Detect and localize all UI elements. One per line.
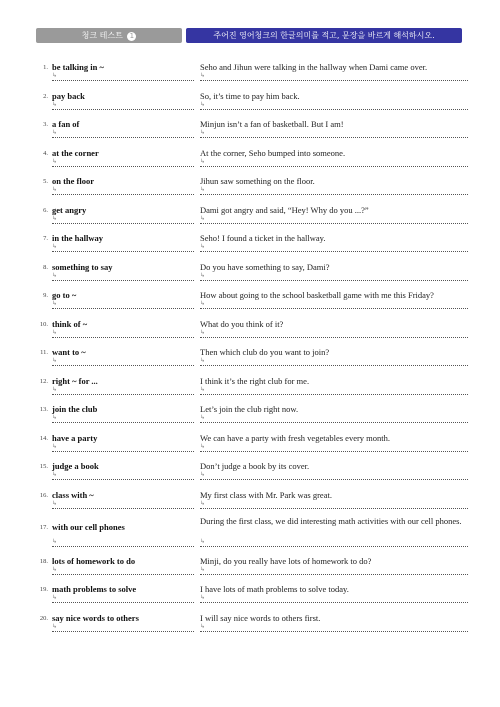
example-sentence: Don’t judge a book by its cover.	[200, 461, 310, 471]
translation-answer-marker: ↳	[200, 472, 206, 478]
question-number: 19.	[39, 586, 48, 593]
instruction-banner: 주어진 영어청크의 한글의미를 적고, 문장을 바르게 해석하시오.	[186, 28, 462, 43]
example-sentence: Do you have something to say, Dami?	[200, 261, 330, 272]
translation-answer-marker: ↳	[200, 215, 206, 222]
meaning-answer-line[interactable]	[52, 308, 194, 309]
question-row	[0, 201, 500, 228]
chunk-phrase: with our cell phones	[52, 522, 125, 532]
translation-answer-line[interactable]	[200, 251, 468, 252]
question-row	[0, 229, 500, 256]
translation-answer-marker: ↳	[200, 130, 206, 136]
question-row	[0, 87, 500, 114]
example-sentence: Jihun saw something on the floor.	[200, 176, 315, 186]
question-row	[0, 486, 500, 513]
translation-answer-line[interactable]	[200, 574, 468, 575]
meaning-answer-line[interactable]	[52, 574, 194, 575]
question-number: 9.	[43, 292, 48, 299]
translation-answer-line[interactable]	[200, 451, 468, 452]
example-sentence: My first class with Mr. Park was great.	[200, 489, 332, 500]
translation-answer-line[interactable]	[200, 422, 468, 423]
question-row	[0, 400, 500, 427]
meaning-answer-marker: ↳	[52, 158, 58, 165]
translation-answer-line[interactable]	[200, 109, 468, 110]
question-number: 3.	[43, 121, 48, 128]
meaning-answer-line[interactable]	[52, 546, 194, 547]
meaning-answer-marker: ↳	[52, 443, 58, 450]
meaning-answer-marker: ↳	[52, 566, 58, 573]
meaning-answer-line[interactable]	[52, 631, 194, 632]
question-row	[0, 144, 500, 171]
question-number: 17.	[39, 524, 48, 531]
translation-answer-marker: ↳	[200, 329, 206, 336]
example-sentence: How about going to the school basketball game with me this Friday?	[200, 290, 434, 300]
question-number: 14.	[39, 434, 48, 442]
example-sentence: During the first class, we did interesting math activities with our cell phones.	[200, 516, 462, 526]
meaning-answer-marker: ↳	[52, 272, 58, 279]
question-number: 11.	[40, 349, 48, 356]
meaning-answer-line[interactable]	[52, 280, 194, 281]
meaning-answer-line[interactable]	[52, 166, 194, 167]
meaning-answer-marker: ↳	[52, 595, 58, 601]
translation-answer-marker: ↳	[200, 443, 206, 450]
example-sentence: Seho and Jihun were talking in the hallway when Dami came over.	[200, 62, 428, 72]
example-sentence: I will say nice words to others first.	[200, 612, 321, 623]
translation-answer-line[interactable]	[200, 308, 468, 309]
question-number: 4.	[43, 149, 48, 157]
meaning-answer-line[interactable]	[52, 451, 194, 452]
question-number: 10.	[39, 320, 48, 328]
question-number: 20.	[39, 614, 48, 622]
question-row	[0, 609, 500, 636]
chunk-phrase: lots of homework to do	[52, 555, 136, 566]
example-sentence: At the corner, Seho bumped into someone.	[200, 147, 346, 158]
chunk-phrase: in the hallway	[52, 233, 104, 243]
question-number: 12.	[39, 377, 48, 385]
question-row	[0, 58, 500, 85]
question-row	[0, 172, 500, 199]
chunk-phrase: at the corner	[52, 147, 99, 158]
translation-answer-marker: ↳	[200, 301, 206, 307]
meaning-answer-line[interactable]	[52, 422, 194, 423]
meaning-answer-marker: ↳	[52, 386, 58, 393]
example-sentence: I have lots of math problems to solve today.	[200, 584, 349, 594]
question-row	[0, 514, 500, 550]
chunk-phrase: right ~ for ...	[52, 375, 98, 386]
translation-answer-line[interactable]	[200, 166, 468, 167]
translation-answer-line[interactable]	[200, 479, 468, 480]
meaning-answer-marker: ↳	[52, 358, 58, 364]
example-sentence: What do you think of it?	[200, 318, 284, 329]
translation-answer-marker: ↳	[200, 566, 206, 573]
translation-answer-line[interactable]	[200, 337, 468, 338]
translation-answer-marker: ↳	[200, 386, 206, 393]
example-sentence: Seho! I found a ticket in the hallway.	[200, 233, 326, 243]
meaning-answer-marker: ↳	[52, 329, 58, 336]
meaning-answer-marker: ↳	[52, 415, 58, 421]
translation-answer-marker: ↳	[200, 244, 206, 250]
question-row	[0, 315, 500, 342]
meaning-answer-marker: ↳	[52, 187, 58, 193]
translation-answer-line[interactable]	[200, 602, 468, 603]
meaning-answer-line[interactable]	[52, 109, 194, 110]
translation-answer-marker: ↳	[200, 500, 206, 507]
example-sentence: We can have a party with fresh vegetables every month.	[200, 432, 391, 443]
question-row	[0, 580, 500, 607]
meaning-answer-line[interactable]	[52, 337, 194, 338]
chunk-phrase: get angry	[52, 204, 87, 215]
example-sentence: So, it’s time to pay him back.	[200, 90, 300, 101]
question-number: 6.	[43, 206, 48, 214]
chunk-test-label	[36, 28, 182, 43]
question-number: 18.	[39, 557, 48, 565]
meaning-answer-marker: ↳	[52, 244, 58, 250]
translation-answer-line[interactable]	[200, 546, 468, 547]
chunk-phrase: go to ~	[52, 290, 77, 300]
chunk-phrase: be talking in ~	[52, 62, 104, 72]
translation-answer-marker: ↳	[200, 595, 206, 601]
meaning-answer-marker: ↳	[52, 101, 58, 108]
question-row	[0, 552, 500, 579]
translation-answer-marker: ↳	[200, 539, 206, 545]
question-row	[0, 457, 500, 484]
meaning-answer-line[interactable]	[52, 251, 194, 252]
translation-answer-marker: ↳	[200, 101, 206, 108]
chunk-phrase: judge a book	[52, 461, 99, 471]
example-sentence: Dami got angry and said, “Hey! Why do you ...?”	[200, 204, 369, 215]
question-row	[0, 115, 500, 142]
chunk-phrase: a fan of	[52, 119, 80, 129]
translation-answer-marker: ↳	[200, 358, 206, 364]
chunk-phrase: pay back	[52, 90, 85, 101]
translation-answer-line[interactable]	[200, 80, 468, 81]
meaning-answer-line[interactable]	[52, 602, 194, 603]
meaning-answer-line[interactable]	[52, 508, 194, 509]
meaning-answer-line[interactable]	[52, 394, 194, 395]
chunk-phrase: join the club	[52, 404, 98, 414]
chunk-phrase: class with ~	[52, 489, 94, 500]
question-number: 8.	[43, 263, 48, 271]
translation-answer-line[interactable]	[200, 631, 468, 632]
meaning-answer-line[interactable]	[52, 223, 194, 224]
meaning-answer-marker: ↳	[52, 130, 58, 136]
question-number: 5.	[43, 178, 48, 185]
meaning-answer-line[interactable]	[52, 137, 194, 138]
chunk-phrase: think of ~	[52, 318, 88, 329]
translation-answer-line[interactable]	[200, 280, 468, 281]
worksheet-header	[36, 28, 462, 43]
chunk-test-title: 청크 테스트	[81, 31, 123, 40]
example-sentence: Minjun isn’t a fan of basketball. But I am!	[200, 119, 344, 129]
meaning-answer-line[interactable]	[52, 194, 194, 195]
meaning-answer-marker: ↳	[52, 500, 58, 507]
translation-answer-marker: ↳	[200, 272, 206, 279]
meaning-answer-marker: ↳	[52, 215, 58, 222]
question-row	[0, 343, 500, 370]
meaning-answer-marker: ↳	[52, 539, 58, 545]
translation-answer-marker: ↳	[200, 158, 206, 165]
translation-answer-line[interactable]	[200, 365, 468, 366]
question-number: 1.	[43, 64, 48, 71]
chunk-phrase: want to ~	[52, 347, 86, 357]
translation-answer-line[interactable]	[200, 223, 468, 224]
question-row	[0, 429, 500, 456]
question-row	[0, 372, 500, 399]
translation-answer-line[interactable]	[200, 137, 468, 138]
question-number: 15.	[39, 463, 48, 470]
meaning-answer-line[interactable]	[52, 80, 194, 81]
meaning-answer-line[interactable]	[52, 479, 194, 480]
example-sentence: I think it’s the right club for me.	[200, 375, 310, 386]
meaning-answer-marker: ↳	[52, 301, 58, 307]
test-number-badge: 1	[127, 32, 136, 41]
translation-answer-marker: ↳	[200, 73, 206, 79]
question-row	[0, 258, 500, 285]
question-number: 13.	[39, 406, 48, 413]
example-sentence: Let’s join the club right now.	[200, 404, 299, 414]
meaning-answer-line[interactable]	[52, 365, 194, 366]
question-number: 16.	[39, 491, 48, 499]
chunk-phrase: math problems to solve	[52, 584, 137, 594]
translation-answer-line[interactable]	[200, 194, 468, 195]
question-number: 7.	[43, 235, 48, 242]
meaning-answer-marker: ↳	[52, 73, 58, 79]
translation-answer-line[interactable]	[200, 508, 468, 509]
meaning-answer-marker: ↳	[52, 472, 58, 478]
translation-answer-marker: ↳	[200, 415, 206, 421]
chunk-phrase: have a party	[52, 432, 98, 443]
meaning-answer-marker: ↳	[52, 623, 58, 630]
translation-answer-marker: ↳	[200, 187, 206, 193]
example-sentence: Minji, do you really have lots of homework to do?	[200, 555, 372, 566]
question-number: 2.	[43, 92, 48, 100]
translation-answer-line[interactable]	[200, 394, 468, 395]
chunk-phrase: something to say	[52, 261, 113, 272]
example-sentence: Then which club do you want to join?	[200, 347, 330, 357]
chunk-phrase: on the floor	[52, 176, 95, 186]
chunk-phrase: say nice words to others	[52, 612, 139, 623]
translation-answer-marker: ↳	[200, 623, 206, 630]
question-row	[0, 286, 500, 313]
